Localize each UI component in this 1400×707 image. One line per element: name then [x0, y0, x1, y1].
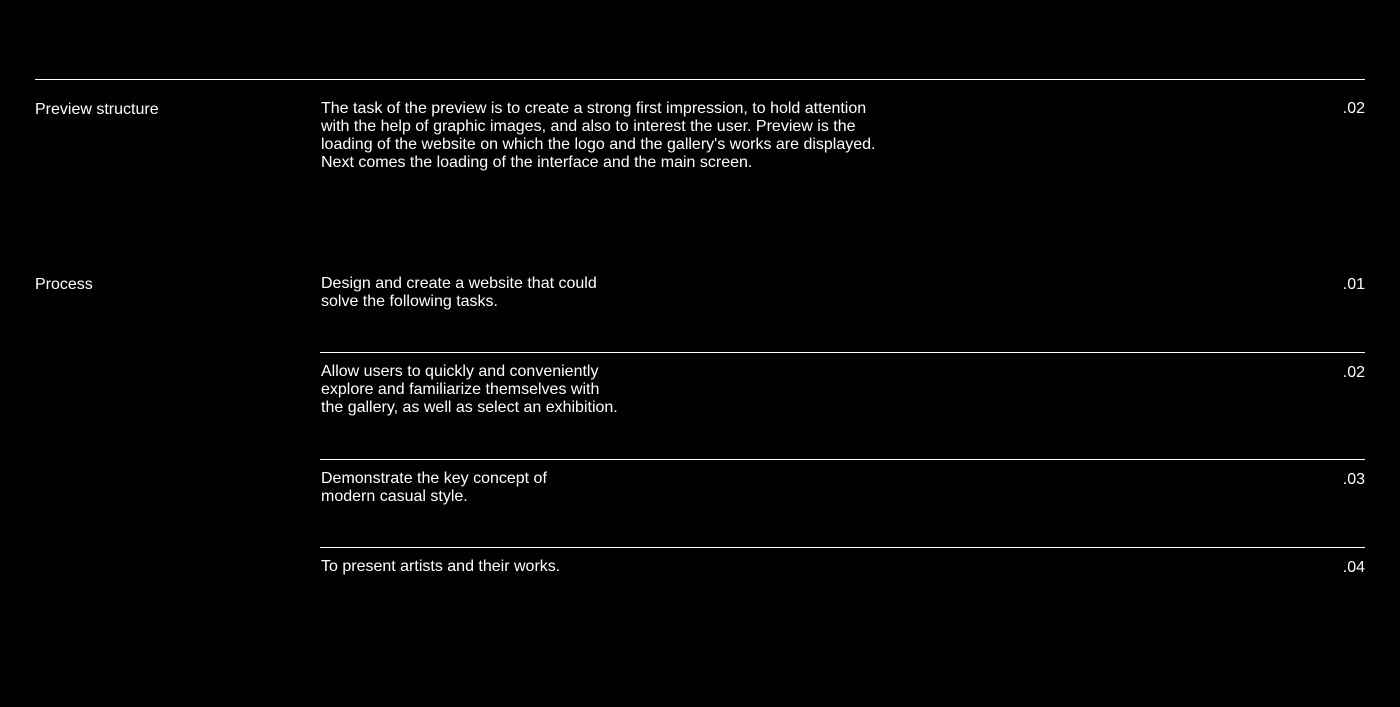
process-divider-2: [320, 459, 1365, 460]
process-task-2-text: Allow users to quickly and conveniently explore and familiarize themselves with the gallery, as well as select an exhibition.: [321, 363, 618, 416]
preview-structure-number: .02: [1342, 100, 1365, 117]
process-task-4-text: To present artists and their works.: [321, 558, 561, 575]
process-task-4-number: .04: [1342, 559, 1365, 576]
process-task-3-number: .03: [1342, 471, 1365, 488]
process-task-1-number: .01: [1342, 276, 1365, 293]
process-divider-1: [320, 352, 1365, 353]
top-divider: [35, 79, 1365, 80]
process-task-1-text: Design and create a website that could solve the following tasks.: [321, 275, 597, 310]
process-divider-3: [320, 547, 1365, 548]
section-label-process: Process: [35, 276, 93, 293]
process-task-2-number: .02: [1342, 364, 1365, 381]
process-task-3-text: Demonstrate the key concept of modern casual style.: [321, 470, 547, 505]
section-label-preview-structure: Preview structure: [35, 101, 159, 118]
preview-structure-description: The task of the preview is to create a strong first impression, to hold attention with the help of graphic images, and also to interest the user. Preview is the loading of the website on which the logo and the gallery's works are displayed. Next comes the loading of the interface and the main screen.: [321, 100, 876, 171]
